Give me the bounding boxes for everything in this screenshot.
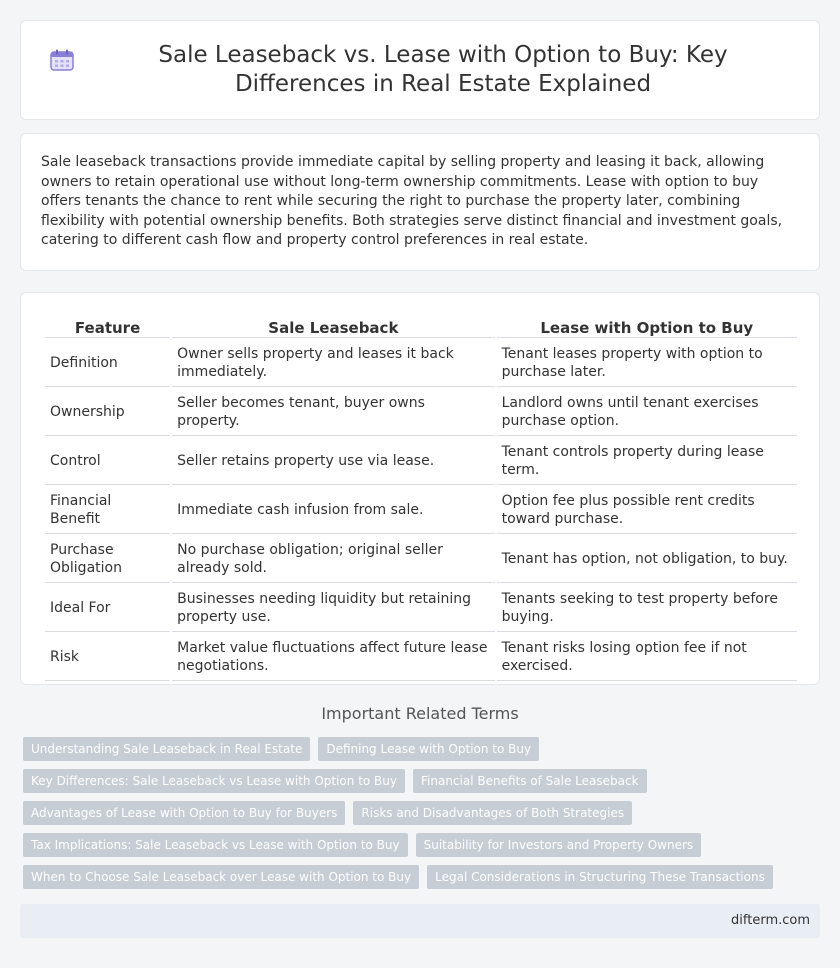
related-term-tag[interactable]: Tax Implications: Sale Leaseback vs Lease with Option to Buy — [23, 833, 408, 857]
lease-option-cell: Tenant controls property during lease term. — [497, 438, 797, 485]
column-header-sale-leaseback: Sale Leaseback — [172, 315, 494, 338]
footer-site-link[interactable]: difterm.com — [731, 913, 810, 928]
lease-option-cell: Tenant has option, not obligation, to buy. — [497, 536, 797, 583]
row-feature-cell: Purchase Obligation — [45, 536, 170, 583]
row-feature-cell: Control — [45, 438, 170, 485]
tag-row — [23, 737, 823, 761]
row-feature-cell: Ideal For — [45, 585, 170, 632]
table-row — [45, 340, 797, 387]
table-row — [45, 389, 797, 436]
tag-row — [23, 833, 823, 857]
comparison-table-card — [20, 292, 820, 685]
column-header-feature: Feature — [45, 315, 170, 338]
row-feature-cell: Risk — [45, 634, 170, 681]
related-term-tag[interactable]: Suitability for Investors and Property Owners — [416, 833, 702, 857]
table-row — [45, 487, 797, 534]
sale-leaseback-cell: Seller retains property use via lease. — [172, 438, 494, 485]
sale-leaseback-cell: Immediate cash infusion from sale. — [172, 487, 494, 534]
title-card — [20, 20, 820, 120]
row-feature-cell: Ownership — [45, 389, 170, 436]
comparison-table — [43, 313, 799, 683]
lease-option-cell: Tenant risks losing option fee if not exercised. — [497, 634, 797, 681]
lease-option-cell: Tenant leases property with option to purchase later. — [497, 340, 797, 387]
related-term-tag[interactable]: Financial Benefits of Sale Leaseback — [413, 769, 647, 793]
row-feature-cell: Definition — [45, 340, 170, 387]
footer — [20, 904, 820, 938]
row-feature-cell: Financial Benefit — [45, 487, 170, 534]
related-term-tag[interactable]: Understanding Sale Leaseback in Real Estate — [23, 737, 310, 761]
table-header-row — [45, 315, 797, 338]
column-header-lease-option: Lease with Option to Buy — [497, 315, 797, 338]
table-row — [45, 585, 797, 632]
tag-row — [23, 801, 823, 825]
sale-leaseback-cell: Market value fluctuations affect future lease negotiations. — [172, 634, 494, 681]
tag-row — [23, 769, 823, 793]
intro-card — [20, 133, 820, 271]
lease-option-cell: Tenants seeking to test property before buying. — [497, 585, 797, 632]
lease-option-cell: Landlord owns until tenant exercises purchase option. — [497, 389, 797, 436]
related-terms-list — [23, 737, 823, 897]
related-terms-heading: Important Related Terms — [321, 704, 519, 723]
related-term-tag[interactable]: Advantages of Lease with Option to Buy for Buyers — [23, 801, 345, 825]
lease-option-cell: Option fee plus possible rent credits toward purchase. — [497, 487, 797, 534]
related-term-tag[interactable]: When to Choose Sale Leaseback over Lease with Option to Buy — [23, 865, 419, 889]
related-term-tag[interactable]: Legal Considerations in Structuring These Transactions — [427, 865, 773, 889]
table-row — [45, 536, 797, 583]
tag-row — [23, 865, 823, 889]
sale-leaseback-cell: No purchase obligation; original seller already sold. — [172, 536, 494, 583]
related-term-tag[interactable]: Key Differences: Sale Leaseback vs Lease with Option to Buy — [23, 769, 405, 793]
title-wrap — [50, 41, 790, 99]
sale-leaseback-cell: Owner sells property and leases it back immediately. — [172, 340, 494, 387]
table-row — [45, 438, 797, 485]
sale-leaseback-cell: Seller becomes tenant, buyer owns property. — [172, 389, 494, 436]
calendar-icon — [50, 49, 74, 71]
related-term-tag[interactable]: Risks and Disadvantages of Both Strategies — [353, 801, 632, 825]
intro-text: Sale leaseback transactions provide immediate capital by selling property and leasing it back, allowing owners to retain operational use without long-term ownership commitments. Lease with option to buy offers tenants the chance to rent while securing the right to purchase the property later, combining flexibility with potential ownership benefits. Both strategies serve distinct financial and investment goals, catering to different cash flow and property control preferences in real estate. — [41, 154, 783, 249]
table-row — [45, 634, 797, 681]
related-term-tag[interactable]: Defining Lease with Option to Buy — [318, 737, 539, 761]
page-title: Sale Leaseback vs. Lease with Option to Buy: Key Differences in Real Estate Explained — [158, 42, 728, 97]
sale-leaseback-cell: Businesses needing liquidity but retaining property use. — [172, 585, 494, 632]
